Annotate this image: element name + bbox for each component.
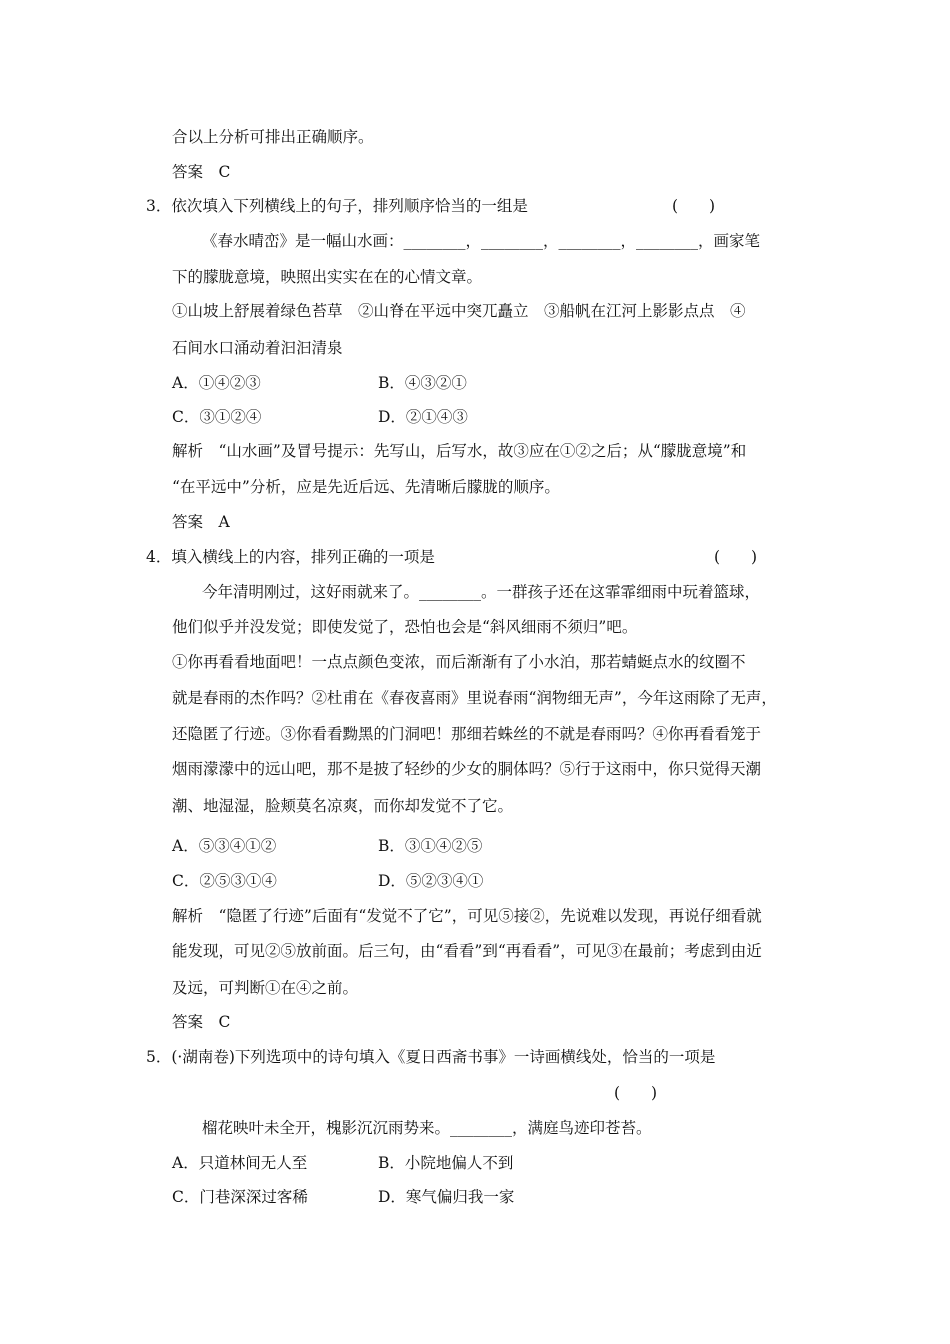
q3-option-b: B．④③②① <box>378 374 467 392</box>
q3-option-a: A．①④②③ <box>172 374 261 392</box>
q3-stem: 3．依次填入下列横线上的句子，排列顺序恰当的一组是 <box>146 197 528 215</box>
q4-option-a: A．⑤③④①② <box>172 837 277 855</box>
q4-passage-line1: 今年清明刚过，这好雨就来了。________。一群孩子还在这霏霏细雨中玩着篮球， <box>202 583 761 601</box>
q4-passage-line2: 他们似乎并没发觉；即使发觉了，恐怕也会是“斜风细雨不须归”吧。 <box>172 618 638 636</box>
q4-option-d: D．⑤②③④① <box>378 872 484 890</box>
q4-items-line3: 还隐匿了行迹。③你看看黝黑的门洞吧！那细若蛛丝的不就是春雨吗？④你再看看笼于 <box>172 725 762 743</box>
q4-analysis-line3: 及远，可判断①在④之前。 <box>172 979 359 997</box>
q3-answer: 答案 A <box>172 513 230 531</box>
q5-answer-paren: ( ) <box>614 1084 658 1102</box>
q5-poem-line: 榴花映叶未全开，槐影沉沉雨势来。________，满庭鸟迹印苍苔。 <box>202 1119 652 1137</box>
q4-option-c: C．②⑤③①④ <box>172 872 277 890</box>
q3-passage-line1: 《春水晴峦》是一幅山水画：________，________，________，________，画家笔 <box>202 232 761 250</box>
q5-option-c: C．门巷深深过客稀 <box>172 1188 308 1206</box>
q5-option-b: B．小院地偏人不到 <box>378 1154 514 1172</box>
q3-items-line2: 石间水口涌动着汩汩清泉 <box>172 339 343 357</box>
q4-analysis-line2: 能发现，可见②⑤放前面。后三句，由“看看”到“再看看”，可见③在最前；考虑到由近 <box>172 942 762 960</box>
q5-stem: 5．(·湖南卷)下列选项中的诗句填入《夏日西斋书事》一诗画横线处，恰当的一项是 <box>146 1048 716 1066</box>
prev-analysis-conclusion: 合以上分析可排出正确顺序。 <box>172 128 374 146</box>
q3-items-line1: ①山坡上舒展着绿色苔草 ②山脊在平远中突兀矗立 ③船帆在江河上影影点点 ④ <box>172 302 746 320</box>
q4-answer-paren: ( ) <box>714 548 758 566</box>
q3-analysis-line2: “在平远中”分析，应是先近后远、先清晰后朦胧的顺序。 <box>172 478 560 496</box>
q4-option-b: B．③①④②⑤ <box>378 837 483 855</box>
q5-option-a: A．只道林间无人至 <box>172 1154 308 1172</box>
q3-option-d: D．②①④③ <box>378 408 468 426</box>
prev-answer: 答案 C <box>172 163 231 181</box>
q4-items-line1: ①你再看看地面吧！一点点颜色变浓，而后渐渐有了小水泊，那若蜻蜓点水的纹圈不 <box>172 653 746 671</box>
q3-analysis-line1: 解析 “山水画”及冒号提示：先写山，后写水，故③应在①②之后；从“朦胧意境”和 <box>172 442 747 460</box>
q4-items-line4: 烟雨濛濛中的远山吧，那不是披了轻纱的少女的胴体吗？⑤行于这雨中，你只觉得天潮 <box>172 760 762 778</box>
q3-passage-line2: 下的朦胧意境，映照出实实在在的心情文章。 <box>172 268 483 286</box>
q4-items-line5: 潮、地湿湿，脸颊莫名凉爽，而你却发觉不了它。 <box>172 797 514 815</box>
q3-option-c: C．③①②④ <box>172 408 262 426</box>
q4-items-line2: 就是春雨的杰作吗？②杜甫在《春夜喜雨》里说春雨“润物细无声”，今年这雨除了无声， <box>172 689 777 707</box>
q4-stem: 4．填入横线上的内容，排列正确的一项是 <box>146 548 435 566</box>
q4-answer: 答案 C <box>172 1013 231 1031</box>
q3-answer-paren: ( ) <box>672 197 716 215</box>
q5-option-d: D．寒气偏归我一家 <box>378 1188 515 1206</box>
q4-analysis-line1: 解析 “隐匿了行迹”后面有“发觉不了它”，可见⑤接②，先说难以发现，再说仔细看就 <box>172 907 762 925</box>
